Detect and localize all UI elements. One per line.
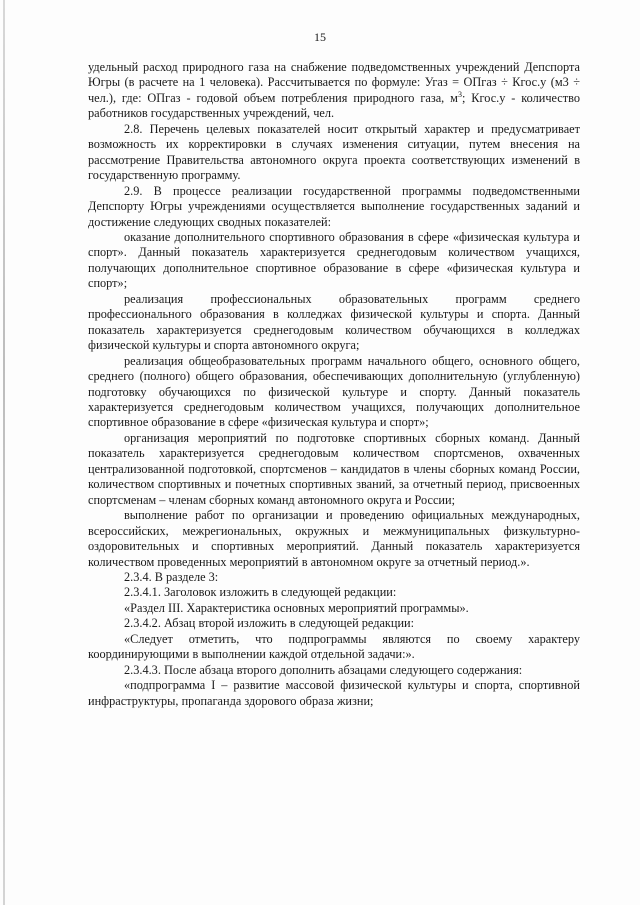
paragraph-2-3-4: 2.3.4. В разделе 3: bbox=[124, 569, 219, 584]
paragraph-text: ; Кгос.у - количество работников государственных учреждений, чел. bbox=[88, 90, 580, 121]
paragraph-team-preparation: организация мероприятий по подготовке спортивных сборных команд. Данный показатель характеризуется среднегодовым количеством спортсменов, охваченных централизованной подготовкой, спортсменов – кандидатов в члены сборных команд России, количеством спортивных и почетных спортивных званий, за отчетный период, присвоенных спортсменам – членам сборных команд автономного округа и России; bbox=[88, 430, 580, 507]
paragraph-section-title: «Раздел III. Характеристика основных мероприятий программы». bbox=[124, 600, 469, 615]
paragraph-prof-education: реализация профессиональных образовательных программ среднего профессионального образования в колледжах физической культуры и спорта. Данный показатель характеризуется среднегодовым количеством обучающихся в колледжах физической культуры и спорта автономного округа; bbox=[88, 291, 580, 353]
scan-edge bbox=[3, 0, 5, 905]
paragraph-2-3-4-1: 2.3.4.1. Заголовок изложить в следующей редакции: bbox=[124, 585, 397, 600]
superscript: 3 bbox=[457, 89, 462, 99]
paragraph-dop-education: оказание дополнительного спортивного образования в сфере «физическая культура и спорт». Данный показатель характеризуется среднегодовым количеством учащихся, получающих дополнительное спортивное образование в сфере «физическая культура и спорт»; bbox=[88, 229, 580, 291]
paragraph-events: выполнение работ по организации и проведению официальных международных, всероссийских, межрегиональных, окружных и межмуниципальных физкультурно-оздоровительных и спортивных мероприятий. Данный показатель характеризуется количеством проведенных мероприятий в автономном округе за отчетный период.». bbox=[88, 508, 580, 569]
paragraph-gas-consumption bbox=[88, 60, 580, 122]
document-body bbox=[88, 60, 580, 709]
paragraph-general-education: реализация общеобразовательных программ начального общего, основного общего, среднего (полного) общего образования, обеспечивающих дополнительную (углубленную) подготовку обучающихся по физической культуре и спорту. Данный показатель характеризуется среднегодовым количеством учащихся, получающих дополнительное спортивное образование в сфере «физическая культура и спорт»; bbox=[88, 353, 580, 430]
paragraph-2-9: 2.9. В процессе реализации государственной программы подведомственными Депспорту Югры учреждениями осуществляется выполнение государственных заданий и достижение следующих сводных показателей: bbox=[88, 183, 580, 229]
paragraph-2-8: 2.8. Перечень целевых показателей носит открытый характер и предусматривает возможность их корректировки в случаях изменения ситуации, путем внесения на рассмотрение Правительства автономного округа проекта соответствующих изменений в государственную программу. bbox=[88, 121, 580, 183]
page-number: 15 bbox=[314, 30, 326, 44]
paragraph-note: «Следует отметить, что подпрограммы являются по своему характеру координирующими в выполнении каждой отдельной задачи:». bbox=[88, 631, 580, 662]
paragraph-2-3-4-3: 2.3.4.3. После абзаца второго дополнить абзацами следующего содержания: bbox=[124, 662, 523, 677]
paragraph-subprogram-1: «подпрограмма I – развитие массовой физической культуры и спорта, спортивной инфраструктуры, пропаганда здорового образа жизни; bbox=[88, 678, 580, 708]
paragraph-2-3-4-2: 2.3.4.2. Абзац второй изложить в следующей редакции: bbox=[124, 616, 415, 631]
paragraph-text: удельный расход природного газа на снабжение подведомственных учреждений Депспорта Югры (в расчете на 1 человека). Рассчитывается по формуле: Угаз = ОПгаз ÷ Кгос.у (м3 ÷ чел.), где: ОПгаз - годовой объем потребления природного газа, м bbox=[88, 60, 580, 105]
